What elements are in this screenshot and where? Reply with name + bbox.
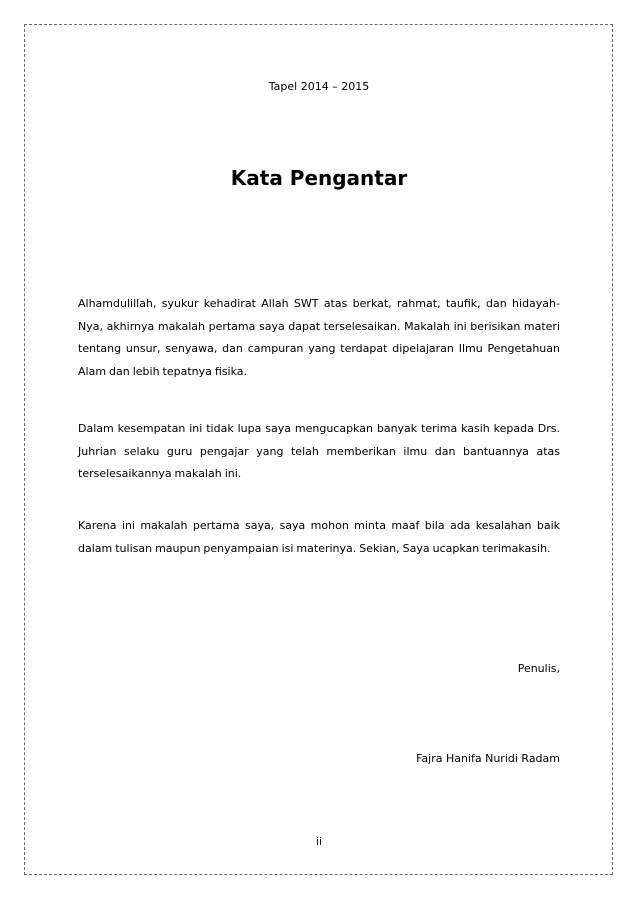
- page-number: ii: [315, 835, 323, 848]
- school-year-header: Tapel 2014 – 2015: [268, 80, 370, 93]
- paragraph-thanks: Dalam kesempatan ini tidak lupa saya mengucapkan banyak terima kasih kepada Drs. Juhrian selaku guru pengajar yang telah memberikan ilmu dan bantuannya atas terselesaikannya makalah ini.: [78, 422, 560, 480]
- paragraph-apology: Karena ini makalah pertama saya, saya mohon minta maaf bila ada kesalahan baik dalam tulisan maupun penyampaian isi materinya. Sekian, Saya ucapkan terimakasih.: [78, 519, 560, 555]
- closing-salutation: Penulis,: [517, 662, 560, 675]
- author-name: Fajra Hanifa Nuridi Radam: [416, 752, 560, 765]
- paragraph-intro: Alhamdulillah, syukur kehadirat Allah SWT atas berkat, rahmat, taufik, dan hidayah-Nya, akhirnya makalah pertama saya dapat terselesaikan. Makalah ini berisikan materi tentang unsur, senyawa, dan campuran yang terdapat dipelajaran Ilmu Pengetahuan Alam dan lebih tepatnya fisika.: [78, 297, 560, 378]
- document-title: Kata Pengantar: [230, 166, 408, 190]
